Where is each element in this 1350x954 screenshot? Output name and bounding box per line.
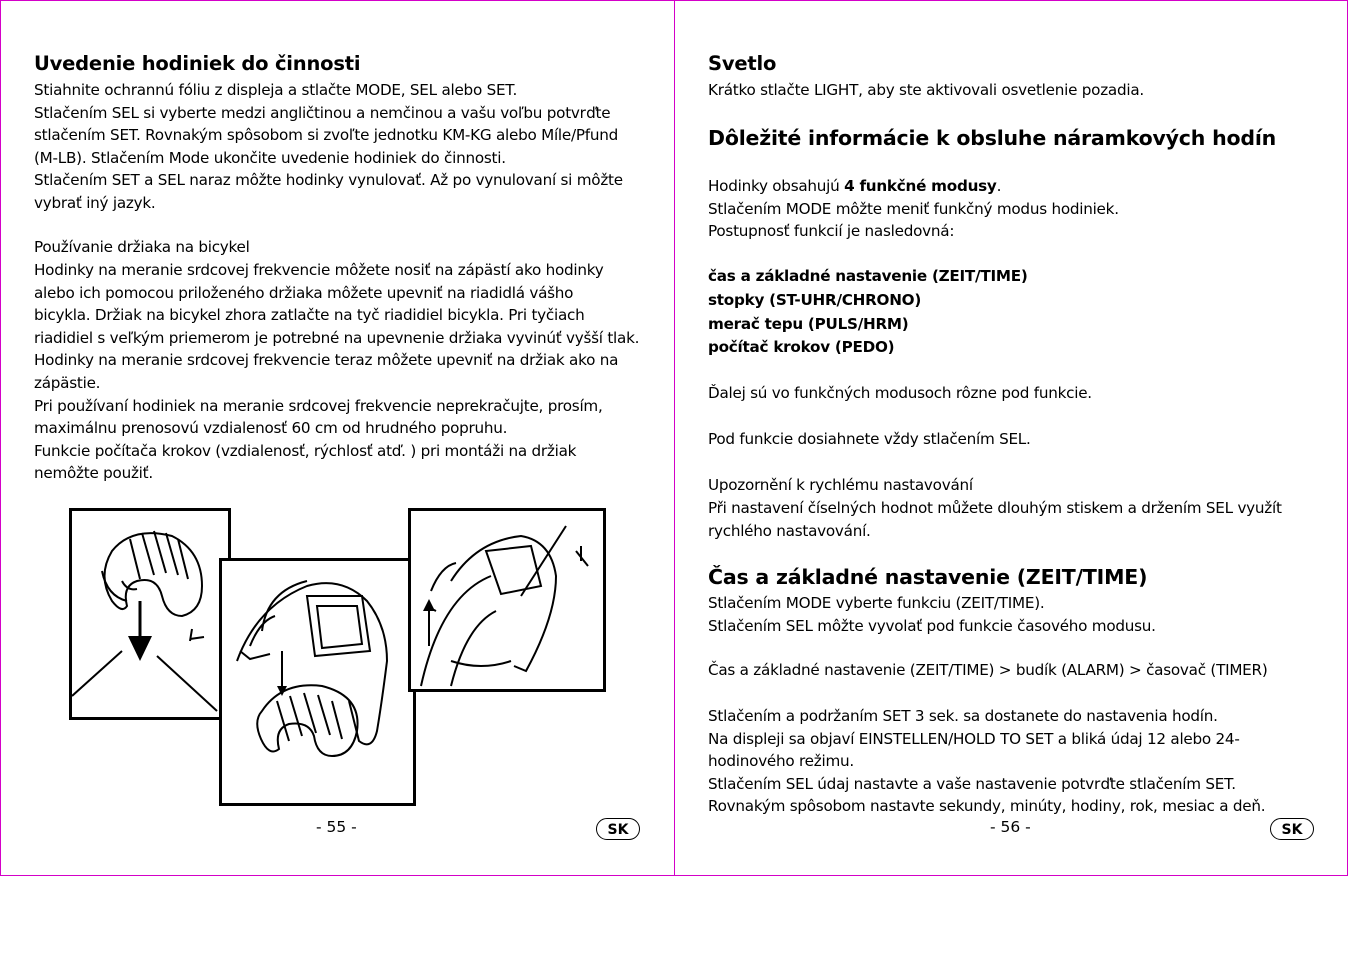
bold-span: 4 funkčné modusy — [844, 177, 997, 195]
text-line: zápästie. — [34, 373, 101, 392]
text-line: rychlého nastavování. — [708, 521, 871, 540]
section-title-light: Svetlo — [708, 52, 777, 75]
text-span: Ďalej sú vo funkčných modusoch rôzne — [708, 384, 1002, 402]
quick-set-text — [708, 497, 1308, 542]
text-line: Funkcie počítača krokov (vzdialenosť, rýchlosť atď. ) pri montáži na držiak — [34, 441, 577, 460]
info-text — [708, 175, 1308, 243]
bike-mount-illustration-1 — [72, 511, 228, 717]
page-number: - 55 - — [316, 818, 357, 836]
bike-mount-text — [34, 259, 642, 485]
text-line: Na displeji sa objaví EINSTELLEN/HOLD TO SET a bliká údaj 12 alebo 24- — [708, 729, 1240, 748]
text-line: Stiahnite ochrannú fóliu z displeja a stlačte MODE, SEL alebo SET. — [34, 81, 518, 99]
sub-function-reach: Pod funkcie dosiahnete vždy stlačením SEL. — [708, 430, 1031, 448]
time-intro — [708, 592, 1308, 637]
text-line: hodinového režimu. — [708, 752, 854, 771]
text-line — [708, 175, 1308, 198]
language-badge: SK — [596, 818, 640, 840]
page-divider — [674, 0, 675, 876]
mode-item: merač tepu (PULS/HRM) — [708, 314, 909, 333]
language-badge: SK — [1270, 818, 1314, 840]
text-line: nemôžte použiť. — [34, 464, 153, 483]
mode-list — [708, 265, 1308, 360]
text-line: alebo ich pomocou priloženého držiaka môžete upevniť na riadidlá vášho — [34, 283, 574, 302]
section-title-important-info: Dôležité informácie k obsluhe náramkových hodín — [708, 126, 1277, 150]
text-line: Stlačením SEL si vyberte medzi angličtinou a nemčinou a vašu voľbu potvrďte — [34, 103, 611, 122]
mode-item: čas a základné nastavenie (ZEIT/TIME) — [708, 267, 1028, 285]
time-steps — [708, 705, 1308, 818]
text-line: Hodinky na meranie srdcovej frekvencie môžete nosiť na zápästí ako hodinky — [34, 261, 604, 279]
text-line: bicykla. Držiak na bicykel zhora zatlačte na tyč riadidiel bicykla. Pri tyčiach — [34, 306, 585, 325]
text-line: (M-LB). Stlačením Mode ukončite uvedenie hodiniek do činnosti. — [34, 148, 506, 167]
text-line: Při nastavení číselných hodnot můžete dlouhým stiskem a držením SEL využít — [708, 499, 1282, 517]
text-line: Stlačením SEL môžte vyvolať pod funkcie časového modusu. — [708, 616, 1156, 635]
text-line: Stlačením MODE môžte meniť funkčný modus hodiniek. — [708, 199, 1119, 218]
left-page — [34, 0, 642, 876]
figure-watch-on-bar — [408, 508, 606, 692]
text-line: vybrať iný jazyk. — [34, 193, 156, 212]
section-title-startup: Uvedenie hodiniek do činnosti — [34, 52, 361, 75]
mode-item: stopky (ST-UHR/CHRONO) — [708, 290, 922, 309]
figure-holder-onto-bar — [69, 508, 231, 720]
text-span: . — [1087, 384, 1092, 402]
text-line: riadidiel s veľkým priemerom je potrebné na upevnenie držiaka vyvinúť vyšší tlak. — [34, 328, 640, 347]
subtitle-bike-mount: Používanie držiaka na bicykel — [34, 238, 250, 256]
text-line: maximálnu prenosovú vzdialenosť 60 cm od hrudného popruhu. — [34, 419, 508, 438]
bike-mount-illustration-2 — [222, 561, 413, 803]
emphasis-span: pod funkcie — [1001, 384, 1088, 402]
text-line: Stlačením SET a SEL naraz môžte hodinky vynulovať. Až po vynulovaní si môžte — [34, 171, 623, 190]
text-span: . — [996, 177, 1002, 195]
page-number: - 56 - — [990, 818, 1031, 836]
sub-function-text — [708, 382, 1308, 405]
text-line: Hodinky na meranie srdcovej frekvencie teraz môžete upevniť na držiak ako na — [34, 351, 619, 370]
subtitle-quick-set: Upozornění k rychlému nastavování — [708, 476, 973, 494]
text-line: Rovnakým spôsobom nastavte sekundy, minúty, hodiny, rok, mesiac a deň. — [708, 797, 1266, 816]
text-line: Postupnosť funkcií je nasledovná: — [708, 222, 955, 241]
light-text: Krátko stlačte LIGHT, aby ste aktivovali osvetlenie pozadia. — [708, 81, 1144, 99]
text-line: stlačením SET. Rovnakým spôsobom si zvoľte jednotku KM-KG alebo Míle/Pfund — [34, 126, 618, 145]
text-line: Stlačením SEL údaj nastavte a vaše nastavenie potvrďte stlačením SET. — [708, 774, 1236, 793]
section-title-time: Čas a základné nastavenie (ZEIT/TIME) — [708, 565, 1148, 589]
bike-mount-illustration-3 — [411, 511, 603, 689]
figure-watch-onto-holder — [219, 558, 416, 806]
text-line: Pri používaní hodiniek na meranie srdcovej frekvencie neprekračujte, prosím, — [34, 396, 603, 415]
right-page — [708, 0, 1308, 876]
mode-item: počítač krokov (PEDO) — [708, 338, 895, 357]
time-submenu-path: Čas a základné nastavenie (ZEIT/TIME) > budík (ALARM) > časovač (TIMER) — [708, 661, 1268, 679]
text-line: Stlačením MODE vyberte funkciu (ZEIT/TIME). — [708, 594, 1045, 612]
text-line: Stlačením a podržaním SET 3 sek. sa dostanete do nastavenia hodín. — [708, 707, 1218, 725]
text-span: Hodinky obsahujú — [708, 177, 845, 195]
startup-text — [34, 79, 642, 215]
